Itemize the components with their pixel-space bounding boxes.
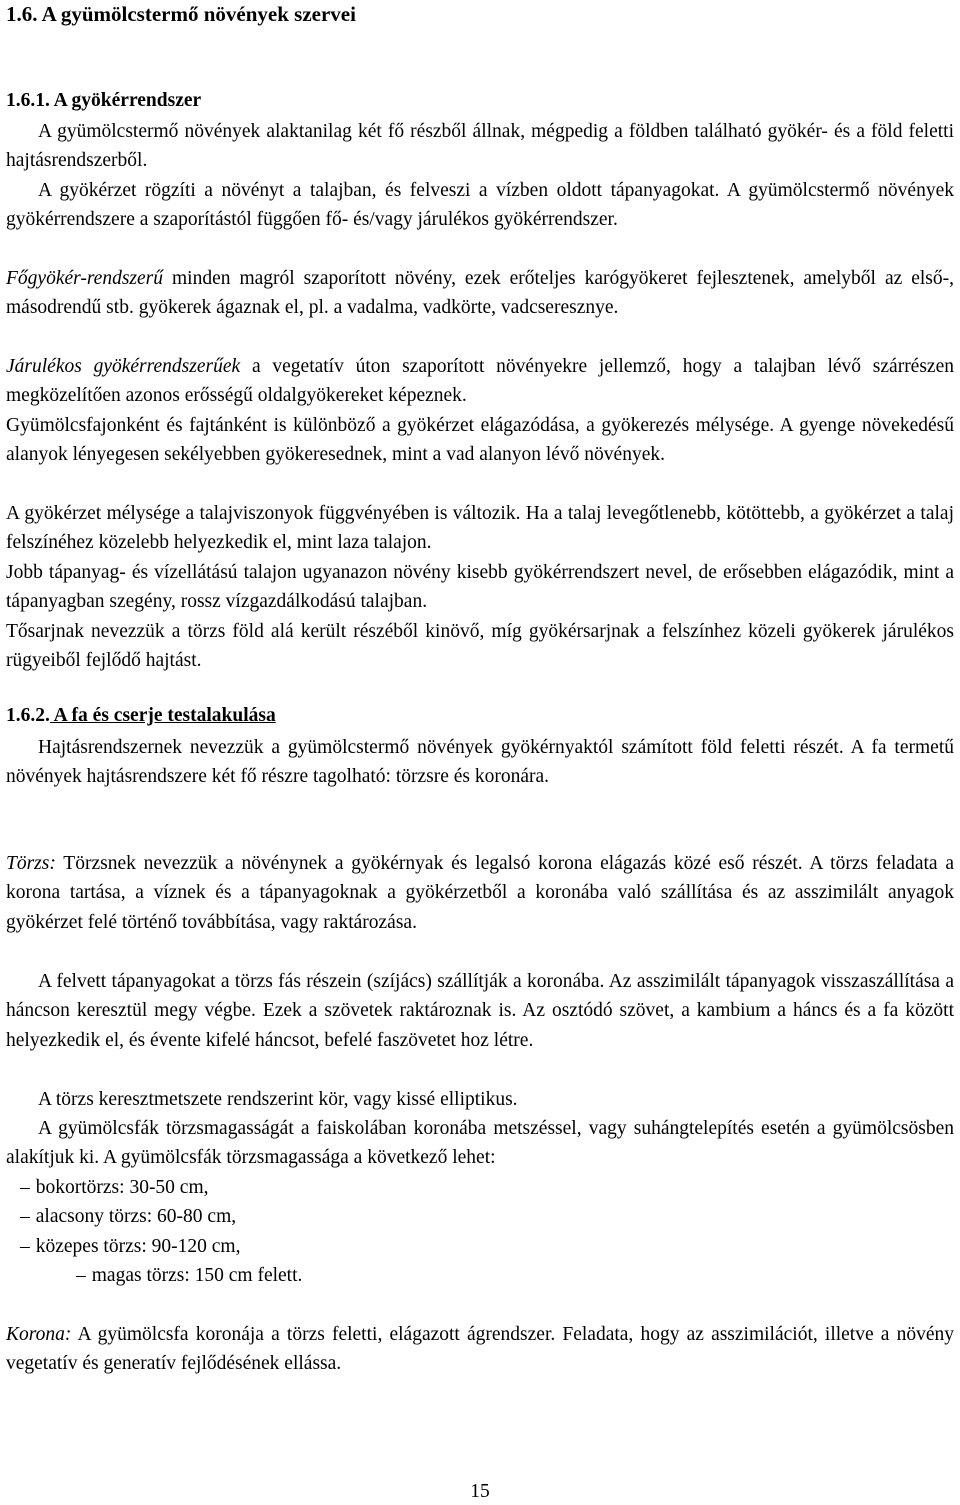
- term-tap-root: Főgyökér-rendszerű: [6, 268, 164, 289]
- paragraph: A gyümölcsfák törzsmagasságát a faiskolában koronába metszéssel, vagy suhángtelepítés esetén a gyümölcsösben alakítjuk ki. A gyümölcsfák törzsmagassága a következő lehet:: [6, 1118, 954, 1169]
- list-item-text: közepes törzs: 90-120 cm,: [35, 1235, 241, 1257]
- dash-marker: –: [76, 1265, 86, 1287]
- section-number: 1.6.2.: [6, 705, 50, 726]
- paragraph: A gyökérzet mélysége a talajviszonyok függvényében is változik. Ha a talaj levegőtlenebb, kötöttebb, a gyökérzet a talaj felszínéhez közelebb helyezkedik el, mint laza talajon.: [6, 503, 954, 554]
- section-heading-tree-shape: [6, 705, 276, 727]
- paragraph: [6, 264, 954, 323]
- paragraph: A gyökérzet rögzíti a növényt a talajban, és felveszi a vízben oldott tápanyagokat. A gyümölcstermő növények gyökérrendszere a szaporítástól függően fő- és/vagy járulékos gyökérrendszer.: [6, 180, 954, 231]
- paragraph-text: a vegetatív úton szaporított növényekre jellemző, hogy a talajban lévő szárrészen megközelítően azonos erősségű oldalgyökereket képeznek.: [6, 356, 954, 407]
- term-trunk: Törzs:: [6, 853, 56, 874]
- paragraph: [6, 1320, 954, 1379]
- paragraph: Jobb tápanyag- és vízellátású talajon ugyanazon növény kisebb gyökérrendszert nevel, de erősebben elágazódik, mint a tápanyagban szegény, rossz vízgazdálkodású talajban.: [6, 562, 954, 613]
- paragraph-text: Törzsnek nevezzük a növénynek a gyökérnyak és legalsó korona elágazás közé eső részét. A törzs feladata a korona tartása, a víznek és a tápanyagoknak a gyökérzetből a koronába való szállítása és az asszimilált anyagok gyökérzet felé történő továbbítása, vagy raktározása.: [6, 853, 954, 933]
- dash-marker: –: [20, 1235, 30, 1257]
- paragraph: Tősarjnak nevezzük a törzs föld alá került részéből kinövő, míg gyökérsarjnak a felszínhez közeli gyökerek járulékos rügyeiből fejlődő hajtást.: [6, 621, 954, 672]
- paragraph-text: A gyümölcsfa koronája a törzs feletti, elágazott ágrendszer. Feladata, hogy az asszimilációt, illetve a növény vegetatív és generatív fejlődésének ellássa.: [6, 1324, 954, 1375]
- paragraph: A törzs keresztmetszete rendszerint kör, vagy kissé elliptikus.: [38, 1089, 518, 1110]
- section-heading-root-system: 1.6.1. A gyökérrendszer: [6, 90, 202, 111]
- list-item: [6, 1232, 954, 1261]
- dash-marker: –: [20, 1177, 30, 1198]
- paragraph: Hajtásrendszernek nevezzük a gyümölcstermő növények gyökérnyaktól számított föld feletti részét. A fa termetű növények hajtásrendszere két fő részre tagolható: törzsre és koronára.: [6, 737, 954, 788]
- list-item-text: magas törzs: 150 cm felett.: [91, 1265, 303, 1287]
- term-crown: Korona:: [6, 1324, 72, 1345]
- paragraph: A felvett tápanyagokat a törzs fás részein (szíjács) szállítják a koronába. Az asszimilált tápanyagok visszaszállítása a háncson keresztül megy végbe. Ezek a szövetek raktároznak is. Az osztódó szövet, a kambium a háncs és a fa között helyezkedik el, és évente kifelé háncsot, befelé faszövetet hoz létre.: [6, 971, 954, 1051]
- section-title-text: A fa és cserje testalakulása: [49, 705, 276, 726]
- list-item: [6, 1202, 954, 1231]
- page-number: 15: [470, 1481, 490, 1502]
- list-item-text: bokortörzs: 30-50 cm,: [35, 1177, 209, 1198]
- list-item: [6, 1261, 954, 1290]
- paragraph: A gyümölcstermő növények alaktanilag két fő részből állnak, mégpedig a földben található gyökér- és a föld feletti hajtásrendszerből.: [6, 121, 954, 172]
- term-adventitious-root: Járulékos gyökérrendszerűek: [6, 356, 241, 377]
- list-item: [6, 1173, 954, 1202]
- paragraph: Gyümölcsfajonként és fajtánként is különböző a gyökérzet elágazódása, a gyökerezés mélysége. A gyenge növekedésű alanyok lényegesen sekélyebben gyökeresednek, mint a vad alanyon lévő növények.: [6, 415, 954, 466]
- dash-marker: –: [20, 1206, 30, 1228]
- chapter-heading: 1.6. A gyümölcstermő növények szervei: [6, 2, 356, 26]
- paragraph: [6, 352, 954, 411]
- list-item-text: alacsony törzs: 60-80 cm,: [35, 1206, 237, 1228]
- paragraph-text: minden magról szaporított növény, ezek erőteljes karógyökeret fejlesztenek, amelyből az első-, másodrendű stb. gyökerek ágaznak el, pl. a vadalma, vadkörte, vadcseresznye.: [6, 268, 954, 319]
- trunk-height-list: [6, 1173, 954, 1291]
- paragraph: [6, 849, 954, 937]
